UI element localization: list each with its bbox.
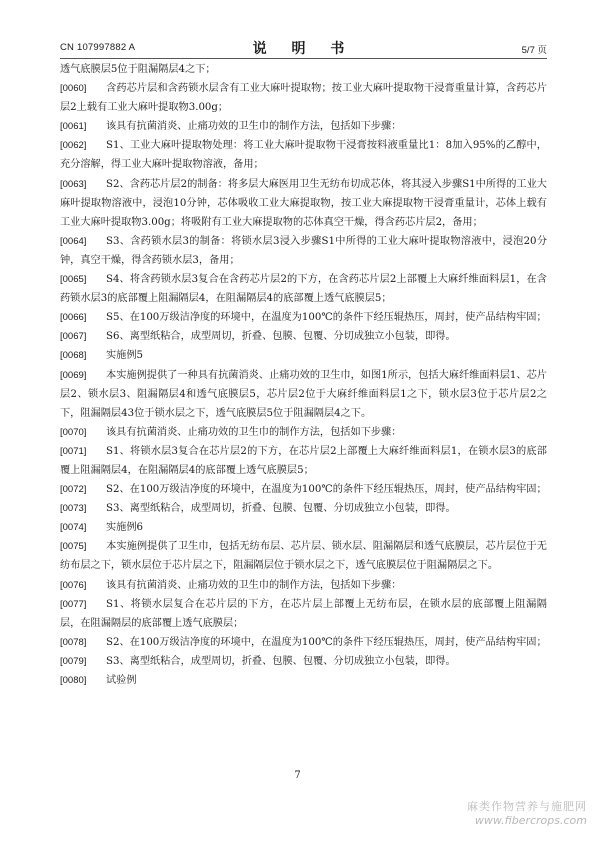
- paragraph: [60, 576, 547, 595]
- paragraph-number: [0078]: [60, 636, 87, 648]
- paragraph-number: [0066]: [60, 312, 87, 324]
- paragraph-text: S6、离型纸粘合，成型周切，折叠、包膜、包覆、分切成独立小包装，即得。: [106, 331, 456, 343]
- page-number: 7: [294, 770, 301, 781]
- paragraph-number: [0074]: [60, 522, 87, 534]
- paragraph: [60, 652, 547, 671]
- paragraph-text: 试验例: [106, 675, 137, 686]
- watermark-site-name: 麻类作物营养与施肥网: [467, 800, 587, 813]
- paragraph-text: S2、在100万级洁净度的环境中，在温度为100℃的条件下经压辊热压，周封，使产品结构牢固；: [106, 484, 547, 496]
- document-body: [60, 60, 547, 690]
- paragraph-number: [0067]: [60, 331, 87, 343]
- paragraph: [60, 366, 547, 423]
- paragraph-number: [0068]: [60, 350, 87, 362]
- paragraph-text: S1、将锁水层复合在芯片层的下方，在芯片层上部覆上无纺布层，在锁水层的底部覆上阻漏隔层，在阻漏隔层的底部覆上透气底膜层；: [60, 598, 547, 629]
- paragraph-number: [0077]: [60, 598, 87, 610]
- paragraph-list: [60, 79, 547, 690]
- paragraph-number: [0062]: [60, 140, 87, 152]
- paragraph-number: [0065]: [60, 274, 87, 286]
- paragraph: [60, 595, 547, 633]
- paragraph: [60, 423, 547, 442]
- paragraph: [60, 537, 547, 575]
- paragraph-text: S2、含药芯片层2的制备：将多层大麻医用卫生无纺布切成芯体，将其浸入步骤S1中所得的工业大麻叶提取物溶液中，浸泡10分钟，芯体吸收工业大麻提取物，按工业大麻提取物干浸膏重量计，芯体上载有工业大麻叶提取物3.00g；将吸附有工业大麻提取物的芯体真空干燥，得含药芯片层2，备用；: [60, 178, 547, 228]
- paragraph-text: S3、离型纸粘合，成型周切，折叠、包膜、包覆、分切成独立小包装，即得。: [106, 503, 456, 515]
- paragraph-text: S4、将含药锁水层3复合在含药芯片层2的下方，在含药芯片层2上部覆上大麻纤维面料层1，在含药锁水层3的底部覆上阻漏隔层4，在阻漏隔层4的底部覆上透气底膜层5；: [60, 274, 547, 305]
- paragraph-text: 该具有抗菌消炎、止痛功效的卫生巾的制作方法，包括如下步骤：: [106, 426, 402, 438]
- paragraph-number: [0061]: [60, 121, 87, 133]
- paragraph-number: [0063]: [60, 178, 87, 190]
- paragraph-number: [0069]: [60, 369, 87, 381]
- paragraph-number: [0060]: [60, 83, 87, 95]
- paragraph-text: 该具有抗菌消炎、止痛功效的卫生巾的制作方法，包括如下步骤：: [106, 579, 402, 591]
- paragraph: [60, 346, 547, 365]
- paragraph-number: [0080]: [60, 675, 87, 686]
- paragraph-text: 本实施例提供了一种具有抗菌消炎、止痛功效的卫生巾，如图1所示，包括大麻纤维面料层1、芯片层2、锁水层3、阻漏隔层4和透气底膜层5，芯片层2位于大麻纤维面料层1之下，锁水层3位于芯片层2之下，阻漏隔层43位于锁水层之下，透气底膜层5位于阻漏隔层4之下。: [60, 369, 547, 419]
- paragraph-text: S3、离型纸粘合，成型周切，折叠、包膜、包覆、分切成独立小包装，即得。: [106, 655, 456, 667]
- document-title: 说 明 书: [252, 41, 355, 57]
- paragraph-number: [0073]: [60, 503, 87, 515]
- page-header: [60, 38, 547, 56]
- paragraph-text: 实施例5: [106, 350, 144, 362]
- paragraph: [60, 442, 547, 480]
- paragraph: [60, 518, 547, 537]
- paragraph: [60, 308, 547, 327]
- paragraph-number: [0076]: [60, 579, 87, 591]
- paragraph: [60, 270, 547, 308]
- paragraph: [60, 232, 547, 270]
- page-info: 5/7 页: [521, 45, 547, 56]
- paragraph-text: S3、含药锁水层3的制备：将锁水层3浸入步骤S1中所得的工业大麻叶提取物溶液中，浸泡20分钟，真空干燥，得含药锁水层3，备用；: [60, 235, 547, 266]
- paragraph-number: [0064]: [60, 235, 87, 247]
- paragraph: [60, 117, 547, 136]
- paragraph-text: 实施例6: [106, 522, 144, 534]
- continuation-text: 透气底膜层5位于阻漏隔层4之下；: [60, 64, 216, 75]
- paragraph: [60, 327, 547, 346]
- paragraph: [60, 633, 547, 652]
- paragraph-text: S1、将锁水层3复合在芯片层2的下方，在芯片层2上部覆上大麻纤维面料层1，在锁水层3的底部覆上阻漏隔层4，在阻漏隔层4的底部覆上透气底膜层5；: [60, 445, 547, 476]
- paragraph-text: 本实施例提供了卫生巾，包括无纺布层、芯片层、锁水层、阻漏隔层和透气底膜层，芯片层位于无纺布层之下，锁水层位于芯片层之下，阻漏隔层位于锁水层之下，透气底膜层位于阻漏隔层之下。: [60, 541, 547, 572]
- paragraph-number: [0070]: [60, 426, 87, 438]
- paragraph-number: [0072]: [60, 484, 87, 496]
- paragraph-number: [0071]: [60, 445, 87, 457]
- paragraph-text: S2、在100万级洁净度的环境中，在温度为100℃的条件下经压辊热压，周封，使产品结构牢固；: [106, 636, 547, 648]
- paragraph: [60, 175, 547, 232]
- paragraph: [60, 79, 547, 117]
- header-rule: [60, 58, 547, 59]
- paragraph: [60, 480, 547, 499]
- site-watermark: [467, 800, 587, 828]
- paragraph: [60, 499, 547, 518]
- paragraph-text: 含药芯片层和含药锁水层含有工业大麻叶提取物；按工业大麻叶提取物干浸膏重量计算，含药芯片层2上载有工业大麻叶提取物3.00g；: [60, 83, 547, 114]
- paragraph-text: S1、工业大麻叶提取物处理：将工业大麻叶提取物干浸膏按料液重量比1：8加入95%的乙醇中，充分溶解，得工业大麻叶提取物溶液，备用；: [60, 140, 547, 171]
- paragraph-number: [0075]: [60, 541, 87, 553]
- paragraph: [60, 671, 547, 690]
- watermark-url: www.fibercrops.com: [474, 814, 587, 827]
- paragraph-text: 该具有抗菌消炎、止痛功效的卫生巾的制作方法，包括如下步骤：: [106, 121, 402, 133]
- paragraph-text: S5、在100万级洁净度的环境中，在温度为100℃的条件下经压辊热压，周封，使产品结构牢固；: [106, 312, 547, 324]
- paragraph-number: [0079]: [60, 655, 87, 667]
- paragraph: [60, 136, 547, 174]
- publication-number: CN 107997882 A: [60, 42, 136, 53]
